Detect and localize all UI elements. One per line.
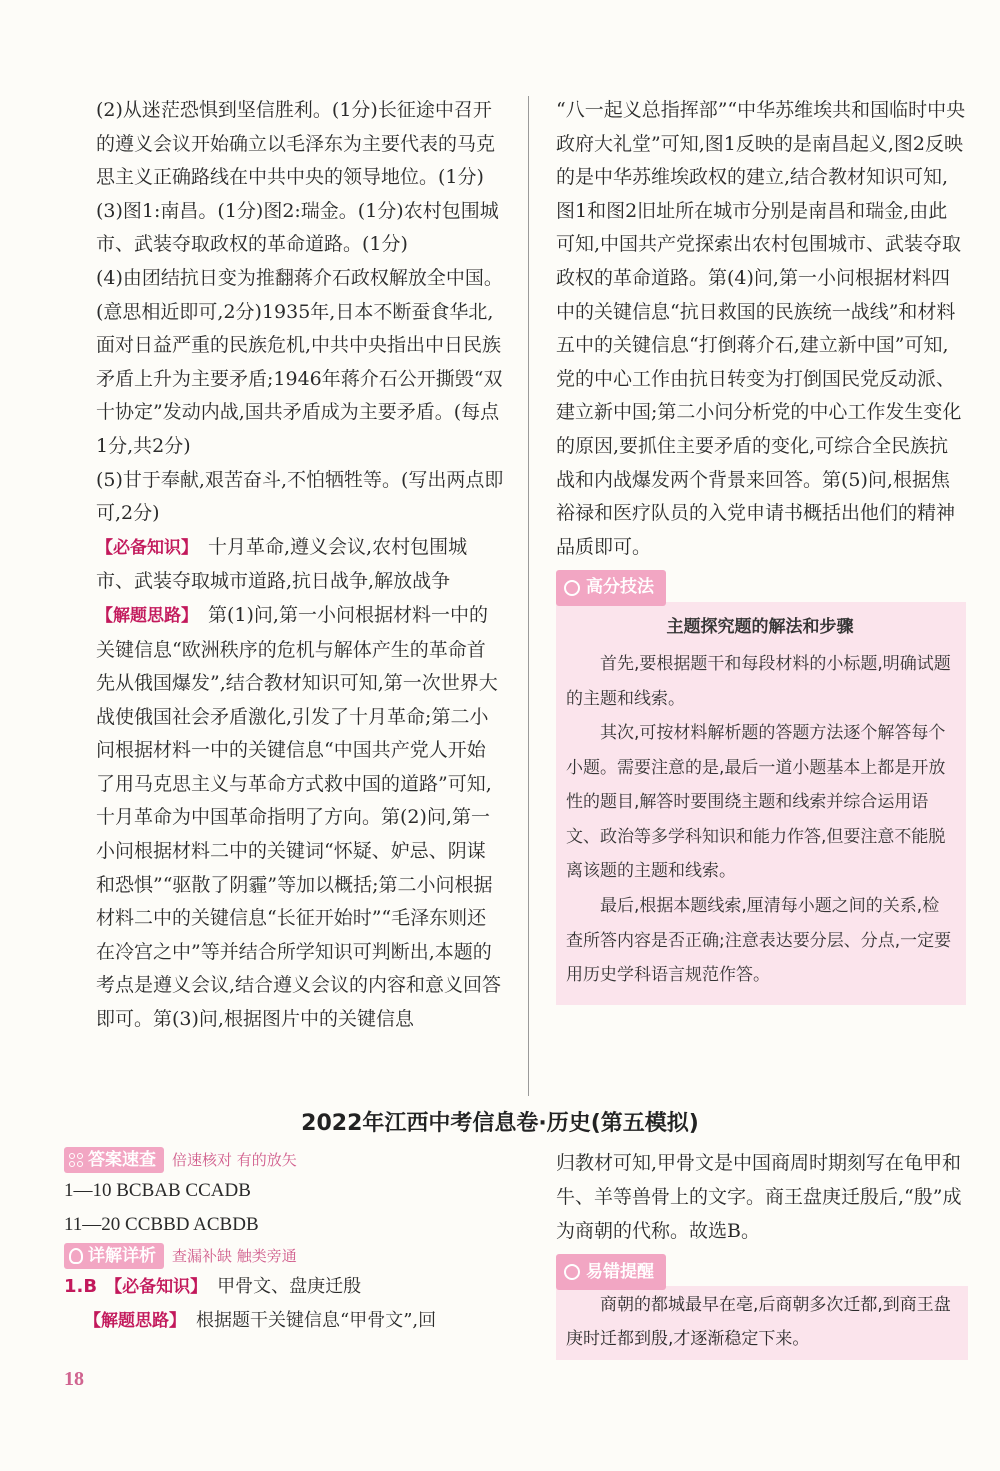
q1-analysis-continued: 归教材可知,甲骨文是中国商周时期刻写在龟甲和牛、羊等兽骨上的文字。商王盘庚迁殷后,“殷”成为商朝的代称。故选B。 — [556, 1152, 962, 1242]
gaofen-box — [556, 602, 966, 1005]
daan-label: 答案速查 — [88, 1150, 156, 1170]
column-divider — [528, 96, 529, 1096]
gaofen-badge — [556, 570, 666, 606]
q1-jieti-text: 根据题干关键信息“甲骨文”,回 — [196, 1310, 437, 1331]
xiangjie-sub: 查漏补缺 触类旁通 — [172, 1247, 297, 1265]
jieti-block — [96, 599, 504, 1037]
q1-bibei — [64, 1270, 524, 1304]
gaofen-title: 主题探究题的解法和步骤 — [666, 617, 854, 638]
q1-number: 1.B — [64, 1276, 98, 1297]
gaofen-para-1: 首先,要根据题干和每段材料的小标题,明确试题的主题和线索。 — [566, 653, 951, 709]
xiangjie-header — [64, 1242, 524, 1270]
yicuo-label: 易错提醒 — [586, 1262, 654, 1282]
daan-header — [64, 1146, 524, 1174]
gaofen-para-2: 其次,可按材料解析题的答题方法逐个解答每个小题。需要注意的是,最后一道小题基本上都是开放性的题目,解答时要围绕主题和线索并综合运用语文、政治等多学科知识和能力作答,但要注意不能脱离该题的主题和线索。 — [566, 723, 946, 882]
answer-5: (5)甘于奉献,艰苦奋斗,不怕牺牲等。(写出两点即可,2分) — [96, 468, 504, 525]
answer-2: (2)从迷茫恐惧到坚信胜利。(1分)长征途中召开的遵义会议开始确立以毛泽东为主要代表的马克思主义正确路线在中共中央的领导地位。(1分) — [96, 99, 496, 189]
yicuo-text: 商朝的都城最早在亳,后商朝多次迁都,到商王盘庚时迁都到殷,才逐渐稳定下来。 — [566, 1295, 951, 1349]
daan-sub: 倍速核对 有的放矢 — [172, 1151, 297, 1169]
bibei-text: 十月革命,遵义会议,农村包围城市、武装夺取城市道路,抗日战争,解放战争 — [96, 535, 468, 593]
yicuo-badge — [556, 1254, 666, 1290]
bibei-label: 【必备知识】 — [96, 537, 198, 558]
q1-jieti — [64, 1304, 524, 1338]
left-column — [96, 94, 504, 1037]
bottom-left-column — [64, 1146, 524, 1338]
q1-bibei-text: 甲骨文、盘庚迁殷 — [217, 1276, 362, 1297]
bottom-right-column — [556, 1146, 968, 1360]
q1-jieti-label: 【解题思路】 — [84, 1311, 186, 1331]
xiangjie-label: 详解详析 — [88, 1246, 156, 1266]
answer-3: (3)图1:南昌。(1分)图2:瑞金。(1分)农村包围城市、武装夺取政权的革命道路。(1分) — [96, 199, 499, 256]
xiangjie-badge — [64, 1243, 164, 1269]
q1-bibei-label: 【必备知识】 — [105, 1277, 208, 1297]
gaofen-header — [556, 570, 966, 600]
yicuo-header — [556, 1254, 968, 1284]
grid-icon — [69, 1153, 83, 1167]
gaofen-para-3: 最后,根据本题线索,厘清每小题之间的关系,检查所答内容是否正确;注意表达要分层、分点,一定要用历史学科语言规范作答。 — [566, 896, 952, 986]
person-icon — [564, 1264, 580, 1280]
answer-line-2: 11—20 CCBBD ACBDB — [64, 1214, 259, 1235]
page-number: 18 — [64, 1368, 84, 1390]
right-column — [556, 94, 966, 1005]
jieti-label: 【解题思路】 — [96, 605, 198, 626]
analysis-continued: “八一起义总指挥部”“中华苏维埃共和国临时中央政府大礼堂”可知,图1反映的是南昌起义,图2反映的是中华苏维埃政权的建立,结合教材知识可知,图1和图2旧址所在城市分别是南昌和瑞金,由此可知,中国共产党探索出农村包围城市、武装夺取政权的革命道路。第(4)问,第一小问根据材料四中的关键信息“抗日救国的民族统一战线”和材料五中的关键信息“打倒蒋介石,建立新中国”可知,党的中心工作由抗日转变为打倒国民党反动派、建立新中国;第二小问分析党的中心工作发生变化的原因,要抓住主要矛盾的变化,可综合全民族抗战和内战爆发两个背景来回答。第(5)问,根据焦裕禄和医疗队员的入党申请书概括出他们的精神品质即可。 — [556, 99, 966, 558]
answer-4: (4)由团结抗日变为推翻蒋介石政权解放全中国。(意思相近即可,2分)1935年,日本不断蚕食华北,面对日益严重的民族危机,中共中央指出中日民族矛盾上升为主要矛盾;1946年蒋介石公开撕毁“双十协定”发动内战,国共矛盾成为主要矛盾。(每点1分,共2分) — [96, 266, 503, 457]
lightbulb-icon — [69, 1248, 83, 1264]
yicuo-box — [556, 1286, 968, 1360]
jieti-text: 第(1)问,第一小问根据材料一中的关键信息“欧洲秩序的危机与解体产生的革命首先从俄国爆发”,结合教材知识可知,第一次世界大战使俄国社会矛盾激化,引发了十月革命;第二小问根据材料一中的关键信息“中国共产党人开始了用马克思主义与革命方式救中国的道路”可知,十月革命为中国革命指明了方向。第(2)问,第一小问根据材料二中的关键词“怀疑、妒忌、阴谋和恐惧”“驱散了阴霾”等加以概括;第二小问根据材料二中的关键信息“长征开始时”“毛泽东则还在冷宫之中”等并结合所学知识可判断出,本题的考点是遵义会议,结合遵义会议的内容和意义回答即可。第(3)问,根据图片中的关键信息 — [96, 603, 502, 1031]
daan-badge — [64, 1147, 164, 1173]
gaofen-label: 高分技法 — [586, 577, 654, 598]
section-title: 2022年江西中考信息卷·历史(第五模拟) — [301, 1111, 699, 1136]
person-icon — [564, 580, 580, 596]
bibei-block — [96, 531, 504, 599]
answer-line-1: 1—10 BCBAB CCADB — [64, 1180, 251, 1201]
